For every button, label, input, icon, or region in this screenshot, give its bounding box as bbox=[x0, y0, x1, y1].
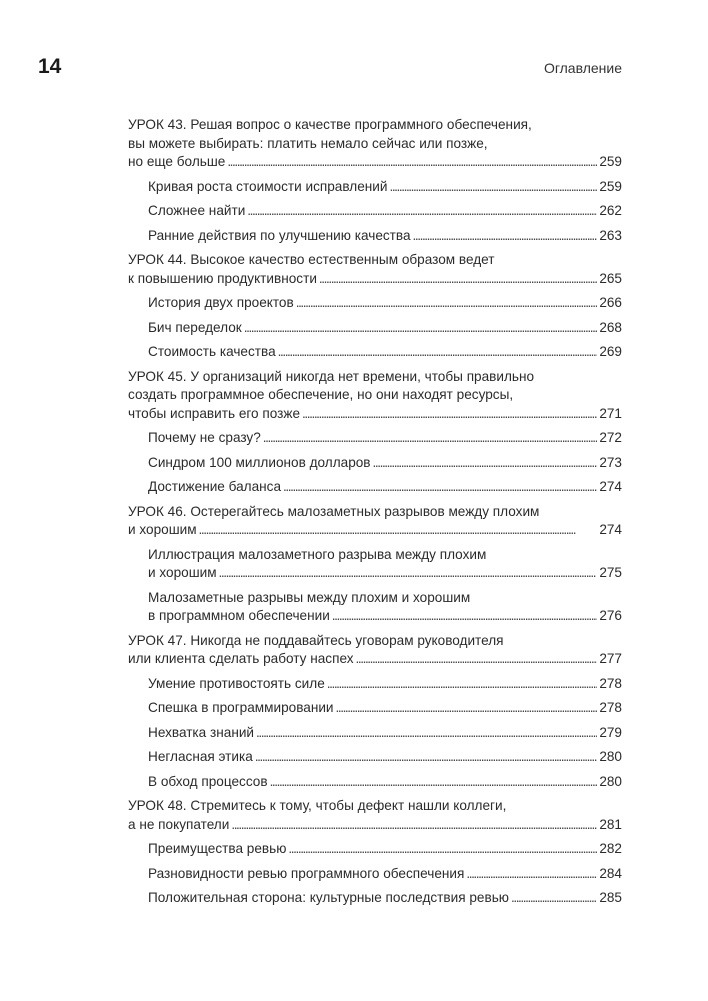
page-reference: 277 bbox=[599, 651, 622, 666]
page-reference: 281 bbox=[599, 816, 622, 832]
page-reference: 262 bbox=[599, 203, 622, 218]
entry-title-line: Бич переделок bbox=[148, 319, 242, 335]
toc-section-entry[interactable] bbox=[128, 291, 622, 316]
dot-leader bbox=[270, 773, 598, 792]
dot-leader bbox=[255, 748, 598, 767]
toc-lesson-entry[interactable] bbox=[128, 629, 622, 672]
page-reference: 272 bbox=[599, 430, 622, 445]
dot-leader bbox=[302, 405, 597, 424]
toc-lesson-entry[interactable] bbox=[128, 500, 622, 543]
entry-title-line: а не покупатели bbox=[128, 816, 230, 832]
page-reference: 269 bbox=[599, 344, 622, 359]
entry-title-line: Малозаметные разрывы между плохим и хорошим bbox=[148, 589, 471, 605]
entry-title-line: История двух проектов bbox=[148, 295, 294, 310]
entry-title-line: Иллюстрация малозаметного разрыва между плохим bbox=[148, 546, 487, 562]
page-reference: 282 bbox=[599, 841, 622, 856]
entry-title-line: или клиента сделать работу наспех bbox=[128, 651, 354, 666]
entry-title-line: Умение противостоять силе bbox=[148, 675, 325, 691]
toc-section-entry[interactable] bbox=[128, 862, 622, 887]
page-reference: 275 bbox=[599, 565, 622, 580]
dot-leader bbox=[283, 478, 597, 497]
page-reference: 263 bbox=[599, 227, 622, 243]
dot-leader bbox=[336, 699, 598, 718]
toc-section-entry[interactable] bbox=[128, 224, 622, 249]
toc-section-entry[interactable] bbox=[128, 451, 622, 476]
dot-leader bbox=[231, 816, 597, 835]
entry-title-line: Сложнее найти bbox=[148, 203, 246, 218]
toc-section-entry[interactable] bbox=[128, 886, 622, 911]
entry-title-line: УРОК 45. У организаций никогда нет времени, чтобы правильно bbox=[128, 368, 535, 384]
page-reference: 268 bbox=[599, 319, 622, 335]
running-head: Оглавление bbox=[543, 60, 622, 76]
dot-leader bbox=[244, 319, 598, 338]
dot-leader bbox=[511, 889, 597, 908]
dot-leader bbox=[263, 429, 598, 448]
dot-leader bbox=[389, 178, 597, 197]
page-reference: 278 bbox=[599, 700, 622, 715]
toc-section-entry[interactable] bbox=[128, 340, 622, 365]
toc-section-entry[interactable] bbox=[128, 745, 622, 770]
table-of-contents bbox=[128, 113, 622, 911]
page-reference: 280 bbox=[599, 773, 622, 789]
entry-title-line: Спешка в программировании bbox=[148, 700, 334, 715]
entry-title-line: УРОК 43. Решая вопрос о качестве программного обеспечения, bbox=[128, 117, 532, 132]
page-reference: 266 bbox=[599, 295, 622, 310]
toc-lesson-entry[interactable] bbox=[128, 248, 622, 291]
entry-title-line: к повышению продуктивности bbox=[128, 270, 317, 286]
page-reference: 271 bbox=[599, 405, 622, 421]
page-reference: 284 bbox=[599, 865, 622, 881]
entry-title-line: Ранние действия по улучшению качества bbox=[148, 227, 411, 243]
page-reference: 273 bbox=[599, 454, 622, 470]
dot-leader bbox=[256, 724, 597, 743]
entry-title-line: создать программное обеспечение, но они находят ресурсы, bbox=[128, 387, 514, 402]
entry-title-line: и хорошим bbox=[128, 522, 197, 537]
entry-title-line: УРОК 47. Никогда не поддавайтесь уговорам руководителя bbox=[128, 632, 504, 648]
dot-leader bbox=[356, 650, 598, 669]
entry-title-line: Кривая роста стоимости исправлений bbox=[148, 178, 388, 194]
page-reference: 280 bbox=[599, 749, 622, 764]
page-reference: 276 bbox=[599, 608, 622, 623]
toc-section-entry[interactable] bbox=[128, 696, 622, 721]
toc-section-entry[interactable] bbox=[128, 175, 622, 200]
entry-title-line: Почему не сразу? bbox=[148, 430, 261, 445]
page-reference: 279 bbox=[599, 724, 622, 740]
page-reference: 274 bbox=[599, 522, 622, 537]
dot-leader bbox=[413, 227, 598, 246]
toc-lesson-entry[interactable] bbox=[128, 113, 622, 175]
entry-title-line: и хорошим bbox=[148, 565, 217, 580]
toc-section-entry[interactable] bbox=[128, 426, 622, 451]
entry-title-line: В обход процессов bbox=[148, 773, 268, 789]
entry-title-line: УРОК 46. Остерегайтесь малозаметных разрывов между плохим bbox=[128, 503, 540, 519]
toc-section-entry[interactable] bbox=[128, 770, 622, 795]
toc-section-entry[interactable] bbox=[128, 672, 622, 697]
entry-title-line: вы можете выбирать: платить немало сейчас или позже, bbox=[128, 135, 488, 151]
dot-leader bbox=[219, 564, 598, 583]
toc-section-entry[interactable] bbox=[128, 475, 622, 500]
toc-lesson-entry[interactable] bbox=[128, 365, 622, 427]
page-number: 14 bbox=[38, 55, 62, 78]
page-reference: 274 bbox=[599, 479, 622, 494]
toc-section-entry[interactable] bbox=[128, 586, 622, 629]
dot-leader bbox=[296, 294, 598, 313]
page-reference: 259 bbox=[599, 178, 622, 194]
page-reference: 278 bbox=[599, 675, 622, 691]
entry-title-line: Синдром 100 миллионов долларов bbox=[148, 454, 371, 470]
entry-title-line: Негласная этика bbox=[148, 749, 253, 764]
entry-title-line: Разновидности ревью программного обеспечения bbox=[148, 865, 465, 881]
entry-title-line: Стоимость качества bbox=[148, 344, 276, 359]
toc-section-entry[interactable] bbox=[128, 543, 622, 586]
toc-section-entry[interactable] bbox=[128, 837, 622, 862]
entry-title-line: Нехватка знаний bbox=[148, 724, 255, 740]
entry-title-line: Положительная сторона: культурные последствия ревью bbox=[148, 890, 509, 905]
page-reference: 265 bbox=[599, 270, 622, 286]
dot-leader bbox=[332, 607, 598, 626]
dot-leader bbox=[288, 840, 597, 859]
dot-leader bbox=[373, 454, 598, 473]
dot-leader bbox=[227, 153, 597, 172]
entry-title-line: чтобы исправить его позже bbox=[128, 405, 301, 421]
dot-leader bbox=[278, 343, 598, 362]
entry-title-line: Преимущества ревью bbox=[148, 841, 287, 856]
toc-section-entry[interactable] bbox=[128, 316, 622, 341]
page-reference: 285 bbox=[599, 890, 622, 905]
toc-section-entry[interactable] bbox=[128, 721, 622, 746]
page-reference: 259 bbox=[599, 154, 622, 169]
dot-leader bbox=[466, 865, 597, 884]
toc-lesson-entry[interactable] bbox=[128, 794, 622, 837]
entry-title-line: УРОК 44. Высокое качество естественным образом ведет bbox=[128, 252, 495, 267]
dot-leader bbox=[319, 270, 597, 289]
entry-title-line: Достижение баланса bbox=[148, 479, 282, 494]
entry-title-line: УРОК 48. Стремитесь к тому, чтобы дефект нашли коллеги, bbox=[128, 798, 507, 813]
dot-leader bbox=[247, 202, 597, 221]
dot-leader bbox=[327, 675, 598, 694]
dot-leader bbox=[199, 521, 598, 540]
entry-title-line: в программном обеспечении bbox=[148, 608, 330, 623]
toc-section-entry[interactable] bbox=[128, 199, 622, 224]
entry-title-line: но еще больше bbox=[128, 154, 226, 169]
